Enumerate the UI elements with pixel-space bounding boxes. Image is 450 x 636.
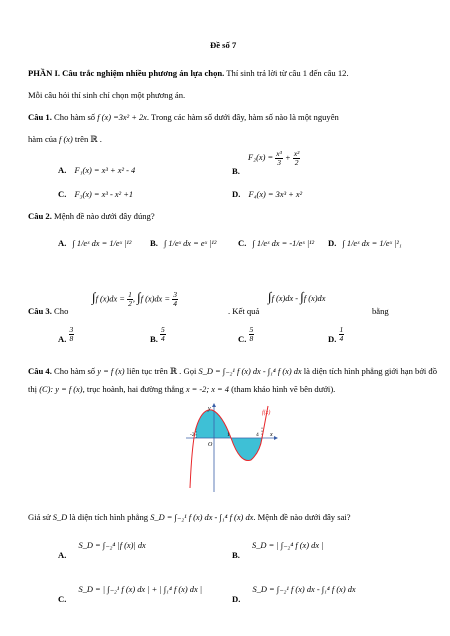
q1-option-d[interactable]	[232, 189, 302, 200]
section-instruction: Thí sinh trả lời từ câu 1 đến câu 12.	[224, 68, 349, 78]
q1-option-a[interactable]	[58, 165, 135, 176]
option-letter: B.	[232, 166, 240, 177]
q3-c-frac: $\frac{5}{8}$	[249, 325, 254, 343]
q2-label: Câu 2.	[28, 211, 52, 221]
option-letter: C.	[58, 594, 67, 604]
option-letter: D.	[328, 238, 337, 248]
option-letter: A.	[58, 238, 67, 248]
q2-option-b[interactable]	[150, 238, 216, 249]
x-axis-arrow	[274, 436, 278, 440]
q4-d-text: S_D = ∫₋₂¹ f (x) dx - ∫₁⁴ f (x) dx	[252, 585, 356, 594]
option-letter: D.	[328, 334, 337, 345]
q4-text-a: Cho hàm số	[54, 366, 96, 376]
q4-question-a: Giả sử	[28, 512, 51, 522]
option-letter: B.	[232, 550, 240, 560]
q2-option-a[interactable]	[58, 238, 131, 249]
q2-d-text: ∫ 1/eˣ dx = 1/eˣ |²₁	[342, 239, 402, 248]
q1-label: Câu 1.	[28, 112, 52, 122]
x-axis-label: x	[270, 432, 273, 438]
option-letter: A.	[58, 334, 67, 345]
q4-a-text: S_D = ∫₋₂⁴ |f (x)| dx	[78, 541, 146, 550]
q4-text-f: (tham khảo hình vẽ bên dưới).	[231, 384, 336, 394]
option-letter: B.	[150, 334, 158, 345]
q4-option-d[interactable]	[232, 585, 356, 605]
tick-neg2: -2	[190, 432, 195, 438]
option-letter: D.	[232, 594, 241, 604]
q2-option-c[interactable]	[238, 238, 314, 249]
q3-option-c[interactable]	[238, 326, 254, 343]
q4-stem-2	[28, 384, 335, 395]
q1-stem-2	[28, 134, 102, 145]
y-axis-label: y	[208, 406, 211, 412]
q3-expression: ∫f (x)dx - ∫f (x)dx	[268, 289, 326, 304]
q4-b-text: S_D = | ∫₋₂⁴ f (x) dx |	[252, 541, 324, 550]
option-letter: A.	[58, 165, 67, 175]
origin-label: O	[208, 442, 213, 448]
q3-option-b[interactable]	[150, 326, 166, 343]
q3-stem	[28, 306, 68, 317]
q3-integral-1: ∫f (x)dx = $\frac{1}{2}$ , ∫f (x)dx = $\frac{3}{4}$	[92, 289, 177, 308]
option-letter: C.	[238, 238, 247, 248]
q2-option-d[interactable]	[328, 238, 402, 249]
q2-c-text: ∫ 1/eˣ dx = -1/eˣ |¹²	[252, 239, 315, 248]
q4-stem	[28, 366, 437, 377]
q1-text-d: trên ℝ .	[74, 134, 102, 144]
q4-option-c[interactable]	[58, 585, 203, 605]
q1-option-b[interactable]: B. F₂(x) = $\frac{\text{x³}}{3}$ + $\frac{\text{x²}}{2}$	[232, 149, 300, 177]
q4-option-a[interactable]	[58, 541, 146, 561]
q4-text-d: thị	[28, 384, 38, 394]
q1-c-text: F₃(x) = x³ - x² +1	[74, 190, 134, 199]
option-letter: D.	[232, 189, 241, 199]
q4-func: y = f (x)	[97, 367, 125, 376]
q1-func: f (x) =3x² + 2x	[97, 113, 147, 122]
option-letter: B.	[150, 238, 158, 248]
q3-text-a: Cho	[54, 306, 69, 316]
q1-text-b: . Trong các hàm số dưới đây, hàm số nào là một nguyên	[146, 112, 339, 122]
q1-b-frac1: $\frac{\text{x³}}{3}$	[276, 149, 282, 167]
tick-1: 1	[227, 432, 230, 438]
q1-a-text: F₁(x) = x³ + x² - 4	[74, 166, 136, 175]
q1-text-a: Cho hàm số	[54, 112, 96, 122]
function-graph	[180, 402, 280, 494]
q4-sd: S_D	[52, 513, 68, 522]
q3-a-frac: $\frac{3}{8}$	[69, 325, 74, 343]
q3-text-b: . Kết quả	[228, 306, 260, 316]
fx-label: f(x)	[262, 410, 271, 416]
q3-option-d[interactable]	[328, 326, 344, 343]
q4-question-b: là diện tích hình phẳng	[69, 512, 149, 522]
section-header	[28, 68, 349, 79]
shaded-region-left	[196, 410, 231, 438]
q4-question	[28, 512, 351, 523]
q4-c-text: S_D = | ∫₋₂¹ f (x) dx | + | ∫₁⁴ f (x) dx |	[78, 585, 203, 594]
option-letter: C.	[58, 189, 67, 199]
q3-option-a[interactable]	[58, 326, 74, 343]
q1-b-pre: F₂(x) =	[248, 153, 274, 163]
tick-4: 4	[256, 432, 259, 438]
q4-option-b[interactable]	[232, 541, 324, 561]
q4-text-b: liên tục trên ℝ . Gọi	[126, 366, 197, 376]
q1-stem	[28, 112, 339, 123]
q4-text-e: , trục hoành, hai đường thẳng	[82, 384, 184, 394]
q2-a-text: ∫ 1/eˣ dx = 1/eˣ |¹²	[72, 239, 132, 248]
q4-label: Câu 4.	[28, 366, 52, 376]
section-line2: Mỗi câu hỏi thí sinh chỉ chọn một phương án.	[28, 90, 186, 100]
q3-label: Câu 3.	[28, 306, 52, 316]
q1-b-frac2: $\frac{\text{x²}}{2}$	[293, 149, 300, 167]
q2-stem	[28, 211, 155, 222]
q3-d-frac: $\frac{1}{4}$	[339, 325, 344, 343]
q2-text: Mệnh đề nào dưới đây đúng?	[54, 211, 155, 221]
q4-text-c: là diện tích hình phẳng giới hạn bởi đồ	[303, 366, 437, 376]
y-axis-arrow	[212, 403, 216, 407]
q1-d-text: F₄(x) = 3x³ + x²	[248, 190, 303, 199]
q4-d-ref: S_D = ∫₋₂¹ f (x) dx - ∫₁⁴ f (x) dx	[150, 513, 254, 522]
q3-text-c: bằng	[372, 306, 389, 316]
q4-lines: x = -2; x = 4	[185, 385, 229, 394]
q4-d: S_D = ∫₋₂¹ f (x) dx - ∫₁⁴ f (x) dx	[198, 367, 302, 376]
q1-fx: f (x)	[59, 135, 73, 144]
q1-option-c[interactable]	[58, 189, 133, 200]
section-label: PHẦN I. Câu trắc nghiệm nhiều phương án lựa chọn.	[28, 68, 225, 78]
option-letter: C.	[238, 334, 247, 345]
page-title: Đề số 7	[210, 40, 237, 50]
q1-text-c: hàm của	[28, 134, 57, 144]
q2-b-text: ∫ 1/eˣ dx = eˣ |¹²	[164, 239, 217, 248]
q4-curve: (C): y = f (x)	[39, 385, 83, 394]
q4-question-c: . Mệnh đề nào dưới đây sai?	[253, 512, 351, 522]
option-letter: A.	[58, 550, 67, 560]
q3-b-frac: $\frac{5}{4}$	[161, 325, 165, 343]
